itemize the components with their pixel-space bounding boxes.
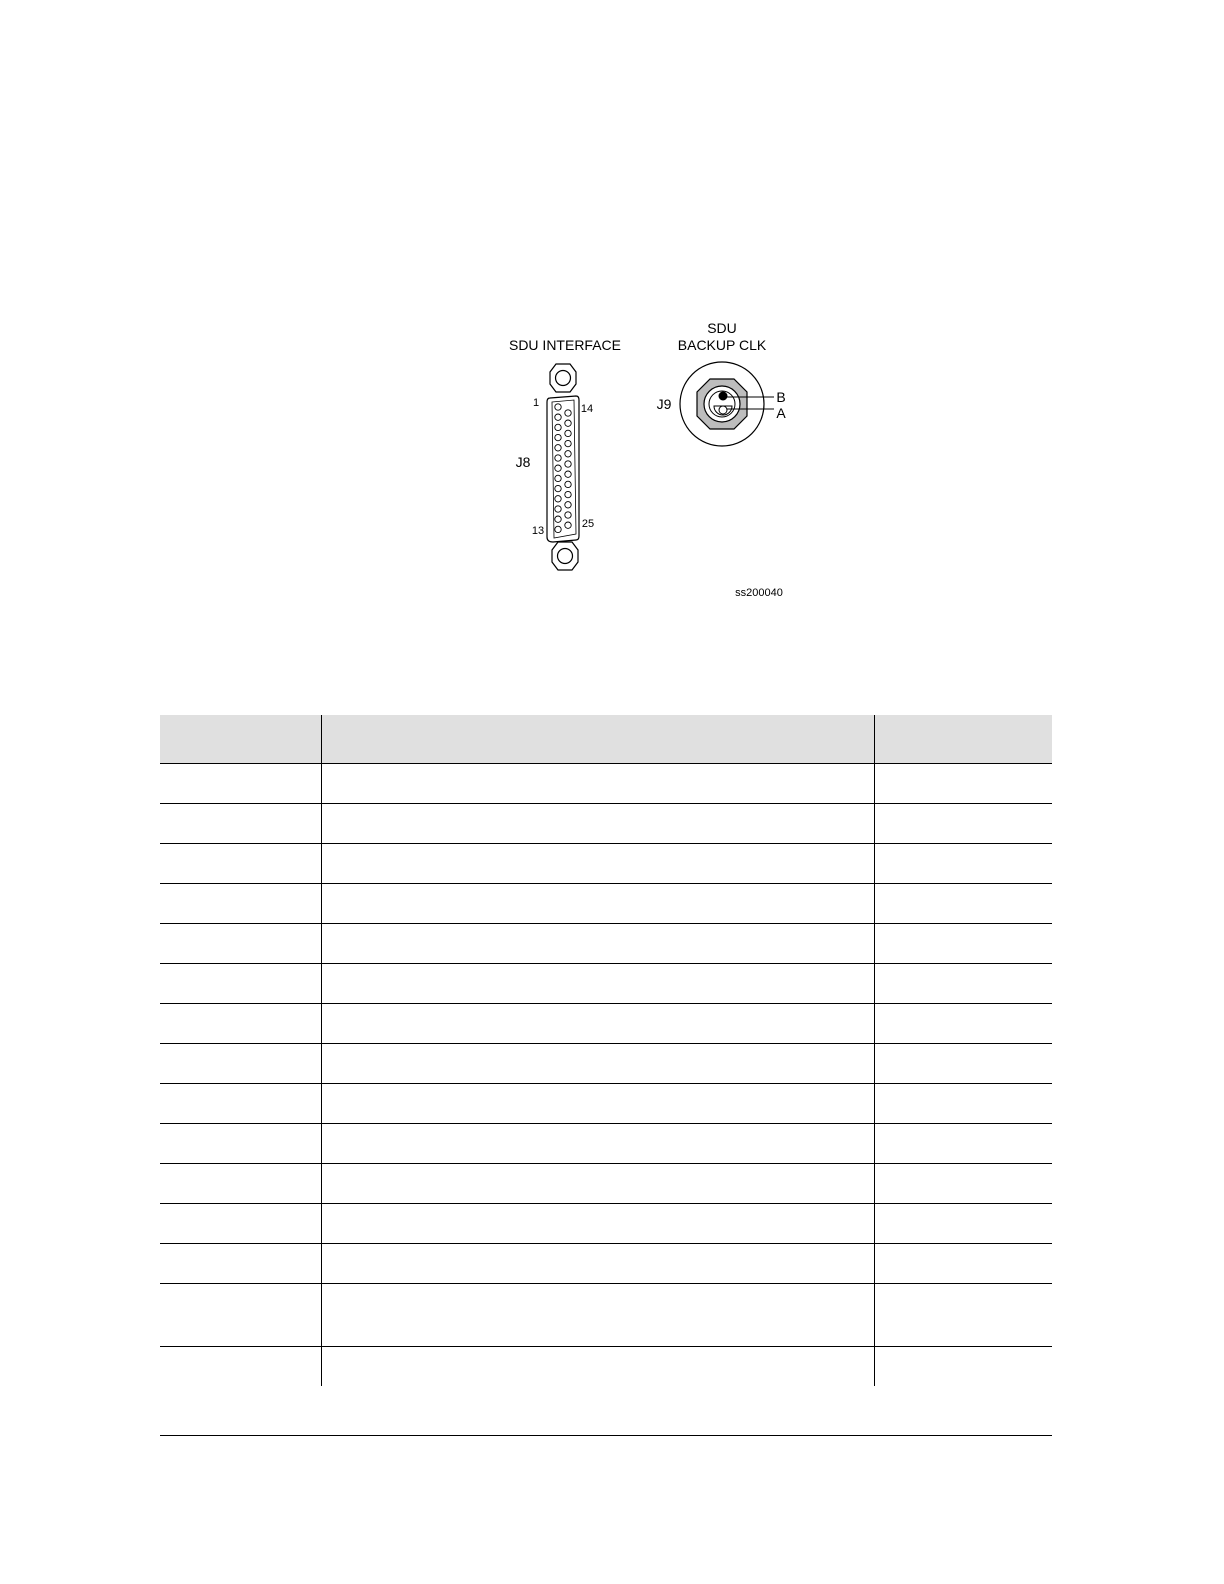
figure-id: ss200040 <box>735 587 783 599</box>
table-cell <box>321 764 874 804</box>
db25-pin-hole <box>555 496 561 502</box>
table-cell <box>321 804 874 844</box>
db25-pin-hole <box>555 445 561 451</box>
table-cell <box>874 1284 1052 1347</box>
pin-14-label: 14 <box>580 403 594 415</box>
pin-b-label: B <box>776 389 786 405</box>
connector-figure <box>490 312 810 612</box>
bnc-pin-b <box>719 392 727 400</box>
db25-pin-hole <box>565 451 571 457</box>
table-cell <box>321 844 874 884</box>
db25-pin-hole <box>555 516 561 522</box>
sdu-interface-label: SDU INTERFACE <box>508 337 622 353</box>
bottom-screw-circle <box>558 549 573 564</box>
table-cell <box>874 1347 1052 1387</box>
table-row <box>160 1004 1052 1044</box>
table-cell <box>160 964 321 1004</box>
table-cell <box>321 1164 874 1204</box>
table-cell <box>874 884 1052 924</box>
sdu-label: SDU <box>707 320 737 336</box>
table-row <box>160 1124 1052 1164</box>
db25-pin-hole <box>565 512 571 518</box>
table-cell <box>160 1164 321 1204</box>
bottom-screw-hex <box>552 542 578 570</box>
table-cell <box>321 1124 874 1164</box>
table-row <box>160 1084 1052 1124</box>
db25-pin-hole <box>565 502 571 508</box>
table-cell <box>321 964 874 1004</box>
table-row <box>160 1347 1052 1387</box>
table-cell <box>874 1164 1052 1204</box>
pin-25-label: 25 <box>581 518 595 530</box>
table-cell <box>321 884 874 924</box>
table-cell <box>160 1204 321 1244</box>
db25-pin-hole <box>565 461 571 467</box>
db25-pin-hole <box>555 455 561 461</box>
table-cell <box>874 1124 1052 1164</box>
db25-pin-hole <box>555 465 561 471</box>
table-cell <box>874 1244 1052 1284</box>
table-cell <box>321 1004 874 1044</box>
header-cell <box>874 715 1052 764</box>
table-cell <box>874 1084 1052 1124</box>
table-cell <box>160 1084 321 1124</box>
table-cell <box>321 1347 874 1387</box>
table-row <box>160 764 1052 804</box>
table-cell <box>321 1284 874 1347</box>
table-row <box>160 964 1052 1004</box>
table-cell <box>160 924 321 964</box>
table-cell <box>874 1204 1052 1244</box>
table-cell <box>321 1204 874 1244</box>
j9-bnc-connector <box>680 362 774 446</box>
table-row <box>160 804 1052 844</box>
table-row <box>160 1244 1052 1284</box>
db25-pin-hole <box>555 506 561 512</box>
table-cell <box>160 1347 321 1387</box>
table-row <box>160 1204 1052 1244</box>
table-cell <box>874 804 1052 844</box>
pin-1-label: 1 <box>532 397 540 409</box>
db25-pin-hole <box>555 404 561 410</box>
bnc-pin-a <box>719 406 727 414</box>
footer-divider <box>160 1435 1052 1436</box>
top-screw-circle <box>556 371 571 386</box>
top-screw-hex <box>550 364 576 392</box>
backup-clk-label: BACKUP CLK <box>677 337 767 353</box>
db25-pin-hole <box>565 471 571 477</box>
table-cell <box>874 844 1052 884</box>
db25-pin-hole <box>565 440 571 446</box>
pin-13-label: 13 <box>531 525 545 537</box>
db25-pin-hole <box>565 430 571 436</box>
db25-pin-hole <box>555 526 561 532</box>
db25-pin-hole <box>565 481 571 487</box>
table-cell <box>874 764 1052 804</box>
db25-pin-hole <box>565 522 571 528</box>
table-cell <box>160 884 321 924</box>
table-row <box>160 924 1052 964</box>
db25-pin-hole <box>555 414 561 420</box>
pin-assignment-table <box>160 715 1052 1386</box>
db25-pin-hole <box>565 410 571 416</box>
table-cell <box>874 924 1052 964</box>
table-cell <box>874 964 1052 1004</box>
table-row <box>160 1284 1052 1347</box>
header-row <box>160 715 1052 764</box>
table-cell <box>874 1044 1052 1084</box>
table-cell <box>321 1044 874 1084</box>
table-cell <box>160 844 321 884</box>
table-row <box>160 1044 1052 1084</box>
table-row <box>160 884 1052 924</box>
db25-pin-hole <box>555 475 561 481</box>
table-cell <box>321 924 874 964</box>
table-body <box>160 764 1052 1387</box>
table-cell <box>874 1004 1052 1044</box>
db25-pin-hole <box>555 485 561 491</box>
db25-pin-hole <box>565 420 571 426</box>
table-cell <box>160 1244 321 1284</box>
table-cell <box>160 1004 321 1044</box>
db25-pin-hole <box>555 424 561 430</box>
db25-pins <box>555 404 571 533</box>
header-cell <box>321 715 874 764</box>
table-cell <box>160 1284 321 1347</box>
header-cell <box>160 715 321 764</box>
j8-label: J8 <box>515 454 531 470</box>
table-row <box>160 1164 1052 1204</box>
db25-pin-hole <box>555 434 561 440</box>
pin-a-label: A <box>776 405 786 421</box>
table-row <box>160 844 1052 884</box>
connector-diagram <box>490 312 810 612</box>
j9-label: J9 <box>656 396 672 412</box>
table-cell <box>160 764 321 804</box>
table-cell <box>321 1084 874 1124</box>
table-cell <box>321 1244 874 1284</box>
db25-pin-hole <box>565 491 571 497</box>
table-cell <box>160 804 321 844</box>
table-header <box>160 715 1052 764</box>
table-cell <box>160 1124 321 1164</box>
j8-db25-connector <box>547 364 579 570</box>
table-cell <box>160 1044 321 1084</box>
